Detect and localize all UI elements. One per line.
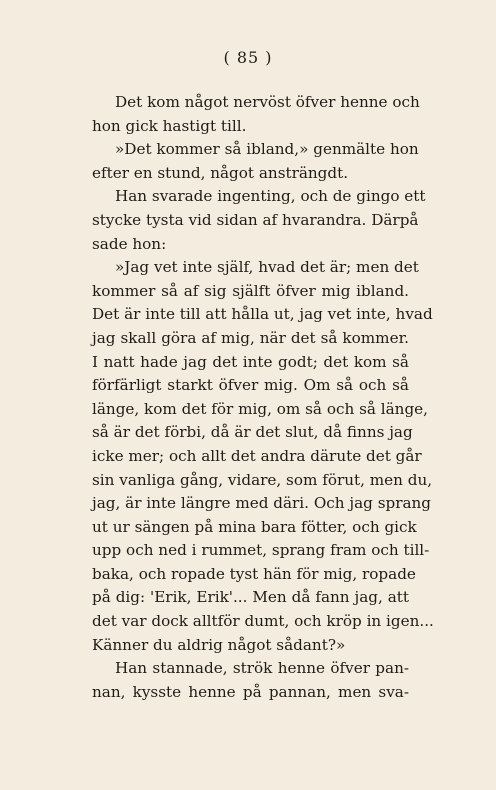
text-line: »Jag vet inte själf, hvad det är; men det — [115, 258, 419, 277]
text-line: icke mer; och allt det andra därute det går — [92, 446, 422, 465]
text-line: Han svarade ingenting, och de gingo ett — [115, 187, 426, 206]
text-line: det var dock alltför dumt, och kröp in igen... — [92, 612, 434, 631]
text-line: jag skall göra af mig, när det så kommer. — [92, 328, 409, 347]
text-line: sin vanliga gång, vidare, som förut, men du, — [92, 470, 433, 489]
text-line: I natt hade jag det inte godt; det kom så — [92, 352, 409, 371]
text-line: så är det förbi, då är det slut, då finns jag — [92, 423, 413, 442]
body-text — [92, 91, 434, 704]
text-line: efter en stund, något ansträngdt. — [92, 163, 349, 182]
text-line: nan, kysste henne på pannan, men sva- — [92, 682, 409, 701]
text-line: »Det kommer så ibland,» genmälte hon — [115, 140, 419, 159]
page-number: ( 85 ) — [223, 48, 273, 67]
text-line: upp och ned i rummet, sprang fram och till- — [92, 541, 430, 560]
text-line: kommer så af sig själft öfver mig ibland. — [92, 281, 409, 300]
text-line: ut ur sängen på mina bara fötter, och gick — [92, 517, 417, 536]
text-line: baka, och ropade tyst hän för mig, ropade — [92, 564, 416, 583]
text-line: Det är inte till att hålla ut, jag vet inte, hvad — [92, 305, 433, 324]
text-line: på dig: 'Erik, Erik'... Men då fann jag, att — [92, 588, 409, 607]
text-line: Känner du aldrig något sådant?» — [92, 635, 346, 654]
text-line: Han stannade, strök henne öfver pan- — [115, 659, 409, 678]
text-line: sade hon: — [92, 234, 167, 253]
text-line: Det kom något nervöst öfver henne och — [115, 93, 420, 111]
text-line: länge, kom det för mig, om så och så länge, — [92, 399, 428, 418]
text-line: stycke tysta vid sidan af hvarandra. Därpå — [92, 210, 419, 229]
text-line: jag, är inte längre med däri. Och jag sprang — [92, 494, 432, 513]
text-line: förfärligt starkt öfver mig. Om så och så — [92, 376, 409, 395]
text-line: hon gick hastigt till. — [92, 116, 247, 135]
